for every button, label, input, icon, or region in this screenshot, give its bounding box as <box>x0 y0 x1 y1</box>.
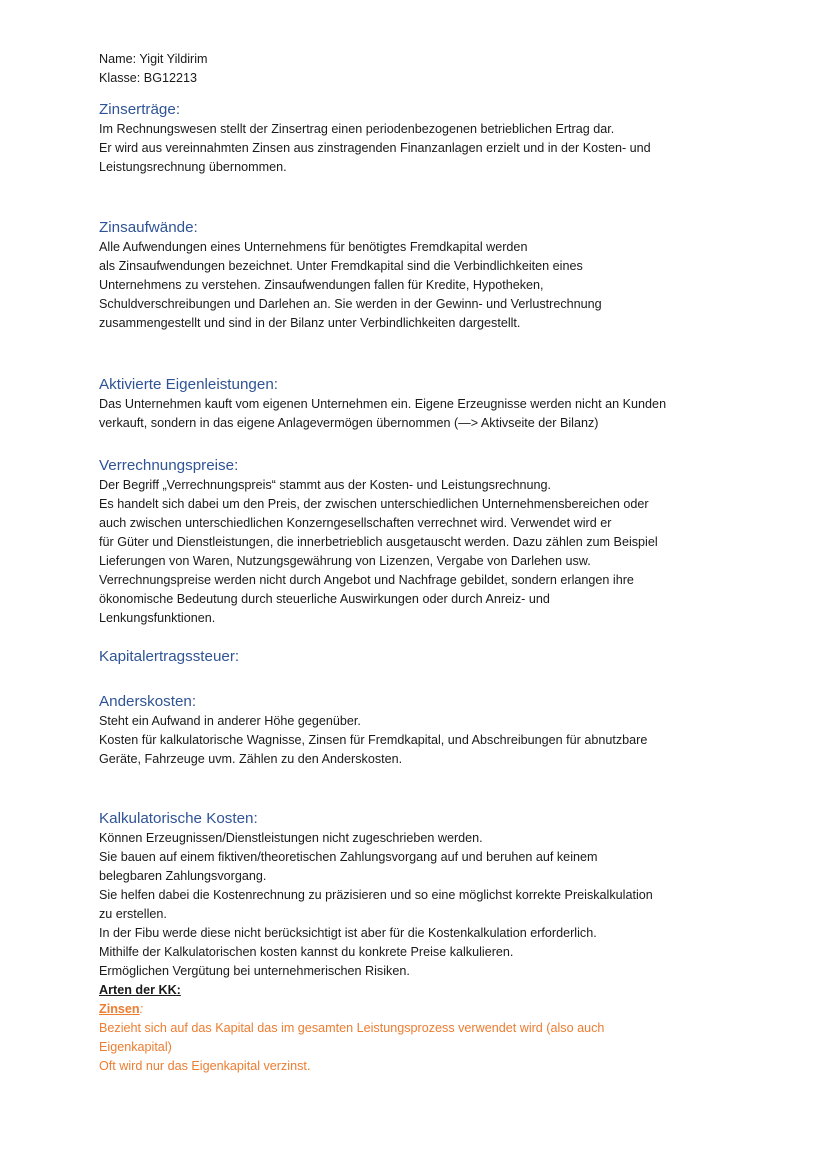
text-line: Verrechnungspreise werden nicht durch Angebot und Nachfrage gebildet, sondern erlangen ihre <box>99 573 634 587</box>
text-line: In der Fibu werde diese nicht berücksichtigt ist aber für die Kostenkalkulation erforderlich. <box>99 926 597 940</box>
heading-zinsaufwaende: Zinsaufwände: <box>99 219 198 236</box>
student-name: Name: Yigit Yildirim <box>99 52 208 66</box>
heading-anderskosten: Anderskosten: <box>99 693 197 710</box>
zinsen-text-line: Bezieht sich auf das Kapital das im gesamten Leistungsprozess verwendet wird (also auch <box>99 1021 605 1035</box>
heading-aktivierte-eigenleistungen: Aktivierte Eigenleistungen: <box>99 376 278 393</box>
zinsen-label: Zinsen <box>99 1002 140 1016</box>
zinsen-heading-line <box>99 1000 739 1019</box>
text-line: belegbaren Zahlungsvorgang. <box>99 869 267 883</box>
text-line: Leistungsrechnung übernommen. <box>99 160 287 174</box>
section-aktivierte-eigenleistungen <box>99 375 739 433</box>
section-zinsertraege <box>99 100 739 177</box>
text-line: verkauft, sondern in das eigene Anlagevermögen übernommen (—> Aktivseite der Bilanz) <box>99 416 599 430</box>
zinsen-colon: : <box>139 1002 144 1016</box>
text-line: Mithilfe der Kalkulatorischen kosten kannst du konkrete Preise kalkulieren. <box>99 945 514 959</box>
text-line: Alle Aufwendungen eines Unternehmens für benötigtes Fremdkapital werden <box>99 240 528 254</box>
text-line: Kosten für kalkulatorische Wagnisse, Zinsen für Fremdkapital, und Abschreibungen für abnutzbare <box>99 733 648 747</box>
text-line: Ermöglichen Vergütung bei unternehmerischen Risiken. <box>99 964 410 978</box>
text-line: Er wird aus vereinnahmten Zinsen aus zinstragenden Finanzanlagen erzielt und in der Kosten- und <box>99 141 651 155</box>
text-line: Unternehmens zu verstehen. Zinsaufwendungen fallen für Kredite, Hypotheken, <box>99 278 544 292</box>
heading-verrechnungspreise: Verrechnungspreise: <box>99 457 239 474</box>
text-line: Steht ein Aufwand in anderer Höhe gegenüber. <box>99 714 361 728</box>
text-line: Können Erzeugnissen/Dienstleistungen nicht zugeschrieben werden. <box>99 831 483 845</box>
section-verrechnungspreise <box>99 456 739 628</box>
text-line: auch zwischen unterschiedlichen Konzerngesellschaften verrechnet wird. Verwendet wird er <box>99 516 612 530</box>
text-line: Lieferungen von Waren, Nutzungsgewährung von Lizenzen, Vergabe von Darlehen usw. <box>99 554 591 568</box>
section-zinsaufwaende <box>99 218 739 333</box>
heading-kapitalertragssteuer: Kapitalertragssteuer: <box>99 648 240 665</box>
text-line: Lenkungsfunktionen. <box>99 611 216 625</box>
text-line: Sie bauen auf einem fiktiven/theoretischen Zahlungsvorgang auf und beruhen auf keinem <box>99 850 598 864</box>
text-line: zusammengestellt und sind in der Bilanz unter Verbindlichkeiten dargestellt. <box>99 316 521 330</box>
student-class: Klasse: BG12213 <box>99 71 198 85</box>
text-line: ökonomische Bedeutung durch steuerliche Auswirkungen oder durch Anreiz- und <box>99 592 550 606</box>
text-line: Geräte, Fahrzeuge uvm. Zählen zu den Anderskosten. <box>99 752 403 766</box>
section-kalkulatorische-kosten <box>99 809 739 1076</box>
header-block <box>99 50 739 88</box>
text-line: Im Rechnungswesen stellt der Zinsertrag einen periodenbezogenen betrieblichen Ertrag dar. <box>99 122 615 136</box>
text-line: Das Unternehmen kauft vom eigenen Unternehmen ein. Eigene Erzeugnisse werden nicht an Kunden <box>99 397 667 411</box>
text-line: für Güter und Dienstleistungen, die innerbetrieblich ausgetauscht werden. Dazu zählen zum Beispiel <box>99 535 658 549</box>
heading-zinsertraege: Zinserträge: <box>99 101 181 118</box>
text-line: Schuldverschreibungen und Darlehen an. Sie werden in der Gewinn- und Verlustrechnung <box>99 297 602 311</box>
text-line: Es handelt sich dabei um den Preis, der zwischen unterschiedlichen Unternehmensbereichen oder <box>99 497 649 511</box>
section-kapitalertragssteuer <box>99 647 739 667</box>
arten-label: Arten der KK: <box>99 983 181 997</box>
zinsen-text-line: Eigenkapital) <box>99 1040 172 1054</box>
section-anderskosten <box>99 692 739 769</box>
text-line: als Zinsaufwendungen bezeichnet. Unter Fremdkapital sind die Verbindlichkeiten eines <box>99 259 583 273</box>
text-line: Der Begriff „Verrechnungspreis“ stammt aus der Kosten- und Leistungsrechnung. <box>99 478 551 492</box>
zinsen-text-line: Oft wird nur das Eigenkapital verzinst. <box>99 1059 311 1073</box>
text-line: Sie helfen dabei die Kostenrechnung zu präzisieren und so eine möglichst korrekte Preiskalkulation <box>99 888 653 902</box>
text-line: zu erstellen. <box>99 907 167 921</box>
heading-kalkulatorische-kosten: Kalkulatorische Kosten: <box>99 810 258 827</box>
